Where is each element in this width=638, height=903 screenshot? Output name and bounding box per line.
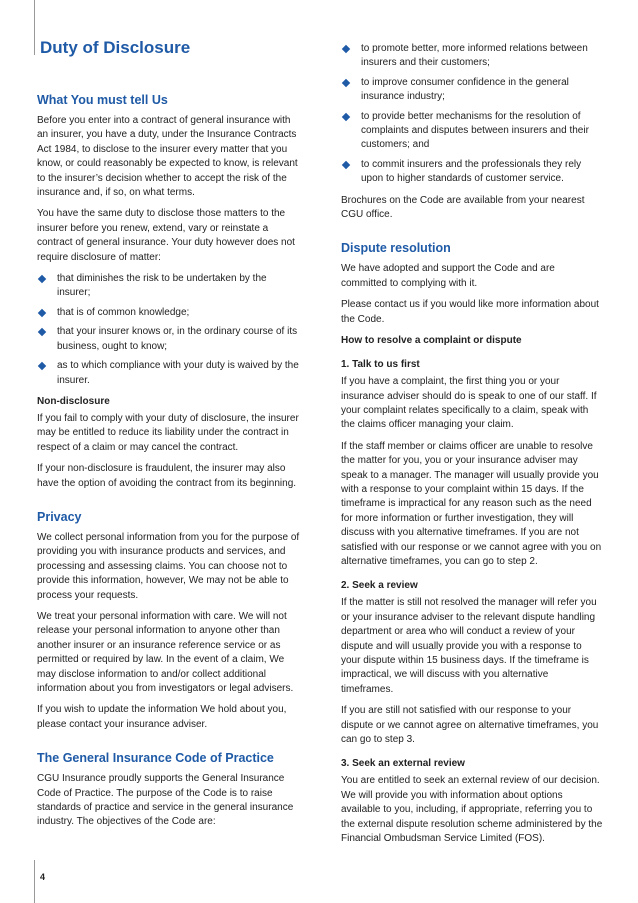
disclosure-exceptions-list	[37, 272, 302, 388]
paragraph: If you wish to update the information We hold about you, please contact your insurance adviser.	[37, 704, 287, 730]
page-number: 4	[40, 872, 46, 882]
list-item-text: that your insurer knows or, in the ordinary course of its business, ought to know;	[57, 326, 298, 352]
section-dispute-resolution	[341, 241, 603, 846]
diamond-bullet-icon	[342, 112, 350, 120]
list-item	[37, 272, 302, 301]
heading-what-you-must-tell-us: What You must tell Us	[37, 93, 168, 107]
list-item-text: to improve consumer confidence in the general insurance industry;	[361, 76, 569, 103]
paragraph: If your non-disclosure is fraudulent, the insurer may also have the option of avoiding the contract from its beginning.	[37, 463, 297, 489]
left-column	[37, 93, 302, 837]
list-item-text: to promote better, more informed relations between insurers and their customers;	[361, 43, 588, 69]
diamond-bullet-icon	[38, 328, 46, 336]
paragraph: We collect personal information from you for the purpose of providing you with insurance products and services, and processing and assessing claims. You can choose not to provide this information, however, We may not be able to process your requests.	[37, 531, 300, 601]
paragraph: You are entitled to seek an external review of our decision. We will provide you with information about options available to you, including, if appropriate, referring you to the external dispute resolution scheme administered by the Financial Ombudsman Service Limited (FOS).	[341, 775, 603, 845]
diamond-bullet-icon	[38, 309, 46, 317]
list-item	[37, 325, 302, 354]
paragraph: CGU Insurance proudly supports the General Insurance Code of Practice. The purpose of the Code is to raise standards of practice and service in the general insurance industry. The objectives of the Code are:	[37, 773, 294, 828]
paragraph: If you are still not satisfied with our response to your dispute or we cannot agree on alternative timeframes, you can go to step 3.	[341, 705, 599, 746]
heading-non-disclosure: Non-disclosure	[37, 395, 110, 407]
paragraph: Please contact us if you would like more information about the Code.	[341, 299, 599, 325]
heading-step-1: 1. Talk to us first	[341, 359, 420, 371]
list-item-text: to provide better mechanisms for the resolution of complaints and disputes between insurers and their customers; and	[361, 110, 589, 151]
heading-privacy: Privacy	[37, 509, 82, 524]
heading-dispute-resolution: Dispute resolution	[341, 241, 451, 256]
heading-step-3: 3. Seek an external review	[341, 758, 465, 770]
paragraph: If the staff member or claims officer are unable to resolve the matter for you, you or your insurance adviser may speak to a manager. The manager will usually provide you with a response to your complaint within 15 days. If the timeframe is impractical for any reason such as the need for more information or further investigation, they will discuss with you alternative timeframes. If you are not satisfied with our response or we cannot agree with you on alternative timeframes, you can go to step 2.	[341, 440, 602, 567]
margin-rule-bottom	[34, 860, 35, 903]
diamond-bullet-icon	[342, 161, 350, 169]
paragraph: We have adopted and support the Code and are committed to complying with it.	[341, 263, 555, 289]
paragraph: We treat your personal information with care. We will not release your personal information to anyone other than another insurer or an insurance reference service or as permitted or required by law. In the event of a claim, We may disclose information to and/or collect additional information about you from investigators or legal advisers.	[37, 610, 294, 694]
list-item	[37, 359, 302, 388]
list-item-text: that is of common knowledge;	[57, 306, 190, 318]
diamond-bullet-icon	[342, 45, 350, 53]
diamond-bullet-icon	[38, 275, 46, 283]
heading-how-to-resolve: How to resolve a complaint or dispute	[341, 335, 522, 347]
right-column	[341, 42, 603, 853]
heading-step-2: 2. Seek a review	[341, 580, 418, 592]
list-item	[341, 158, 603, 187]
section-code-of-practice	[37, 751, 302, 830]
paragraph: Before you enter into a contract of general insurance with an insurer, you have a duty, under the Insurance Contracts Act 1984, to disclose to the insurer every matter that you know, or could reasonably be expected to know, is relevant to the insurer’s decision whether to accept the risk of the insurance and, if so, on what terms.	[37, 115, 298, 199]
list-item-text: that diminishes the risk to be undertaken by the insurer;	[57, 273, 267, 299]
section-privacy	[37, 510, 302, 732]
section-non-disclosure	[37, 395, 302, 491]
list-item	[341, 110, 603, 153]
code-objectives-list	[341, 42, 603, 187]
diamond-bullet-icon	[38, 362, 46, 370]
section-what-you-must-tell-us	[37, 93, 302, 388]
heading-code-of-practice: The General Insurance Code of Practice	[37, 751, 274, 766]
paragraph: You have the same duty to disclose those matters to the insurer before you renew, extend, vary or reinstate a contract of general insurance. Your duty however does not require disclosure of matter:	[37, 208, 295, 263]
list-item	[341, 42, 603, 71]
diamond-bullet-icon	[342, 79, 350, 87]
list-item-text: to commit insurers and the professionals they rely upon to higher standards of customer service.	[361, 158, 582, 185]
margin-rule-top	[34, 0, 35, 55]
paragraph: If the matter is still not resolved the manager will refer you or your insurance adviser to the relevant dispute handling department or area who will conduct a review of your dispute and will usually provide you with a response to your dispute within 15 business days. If the timeframe is impractical, we will discuss with you alternative timeframes.	[341, 597, 597, 695]
paragraph: If you have a complaint, the first thing you or your insurance adviser should do is speak to one of our staff. If your complaint relates specifically to a claim, speak with the claims officer managing your claim.	[341, 376, 597, 431]
paragraph: If you fail to comply with your duty of disclosure, the insurer may be entitled to reduce its liability under the contract in respect of a claim or may cancel the contract.	[37, 412, 299, 453]
list-item-text: as to which compliance with your duty is waived by the insurer.	[57, 360, 299, 386]
list-item	[341, 76, 603, 105]
list-item	[37, 306, 302, 320]
paragraph: Brochures on the Code are available from your nearest CGU office.	[341, 194, 585, 221]
page-title: Duty of Disclosure	[40, 38, 191, 57]
